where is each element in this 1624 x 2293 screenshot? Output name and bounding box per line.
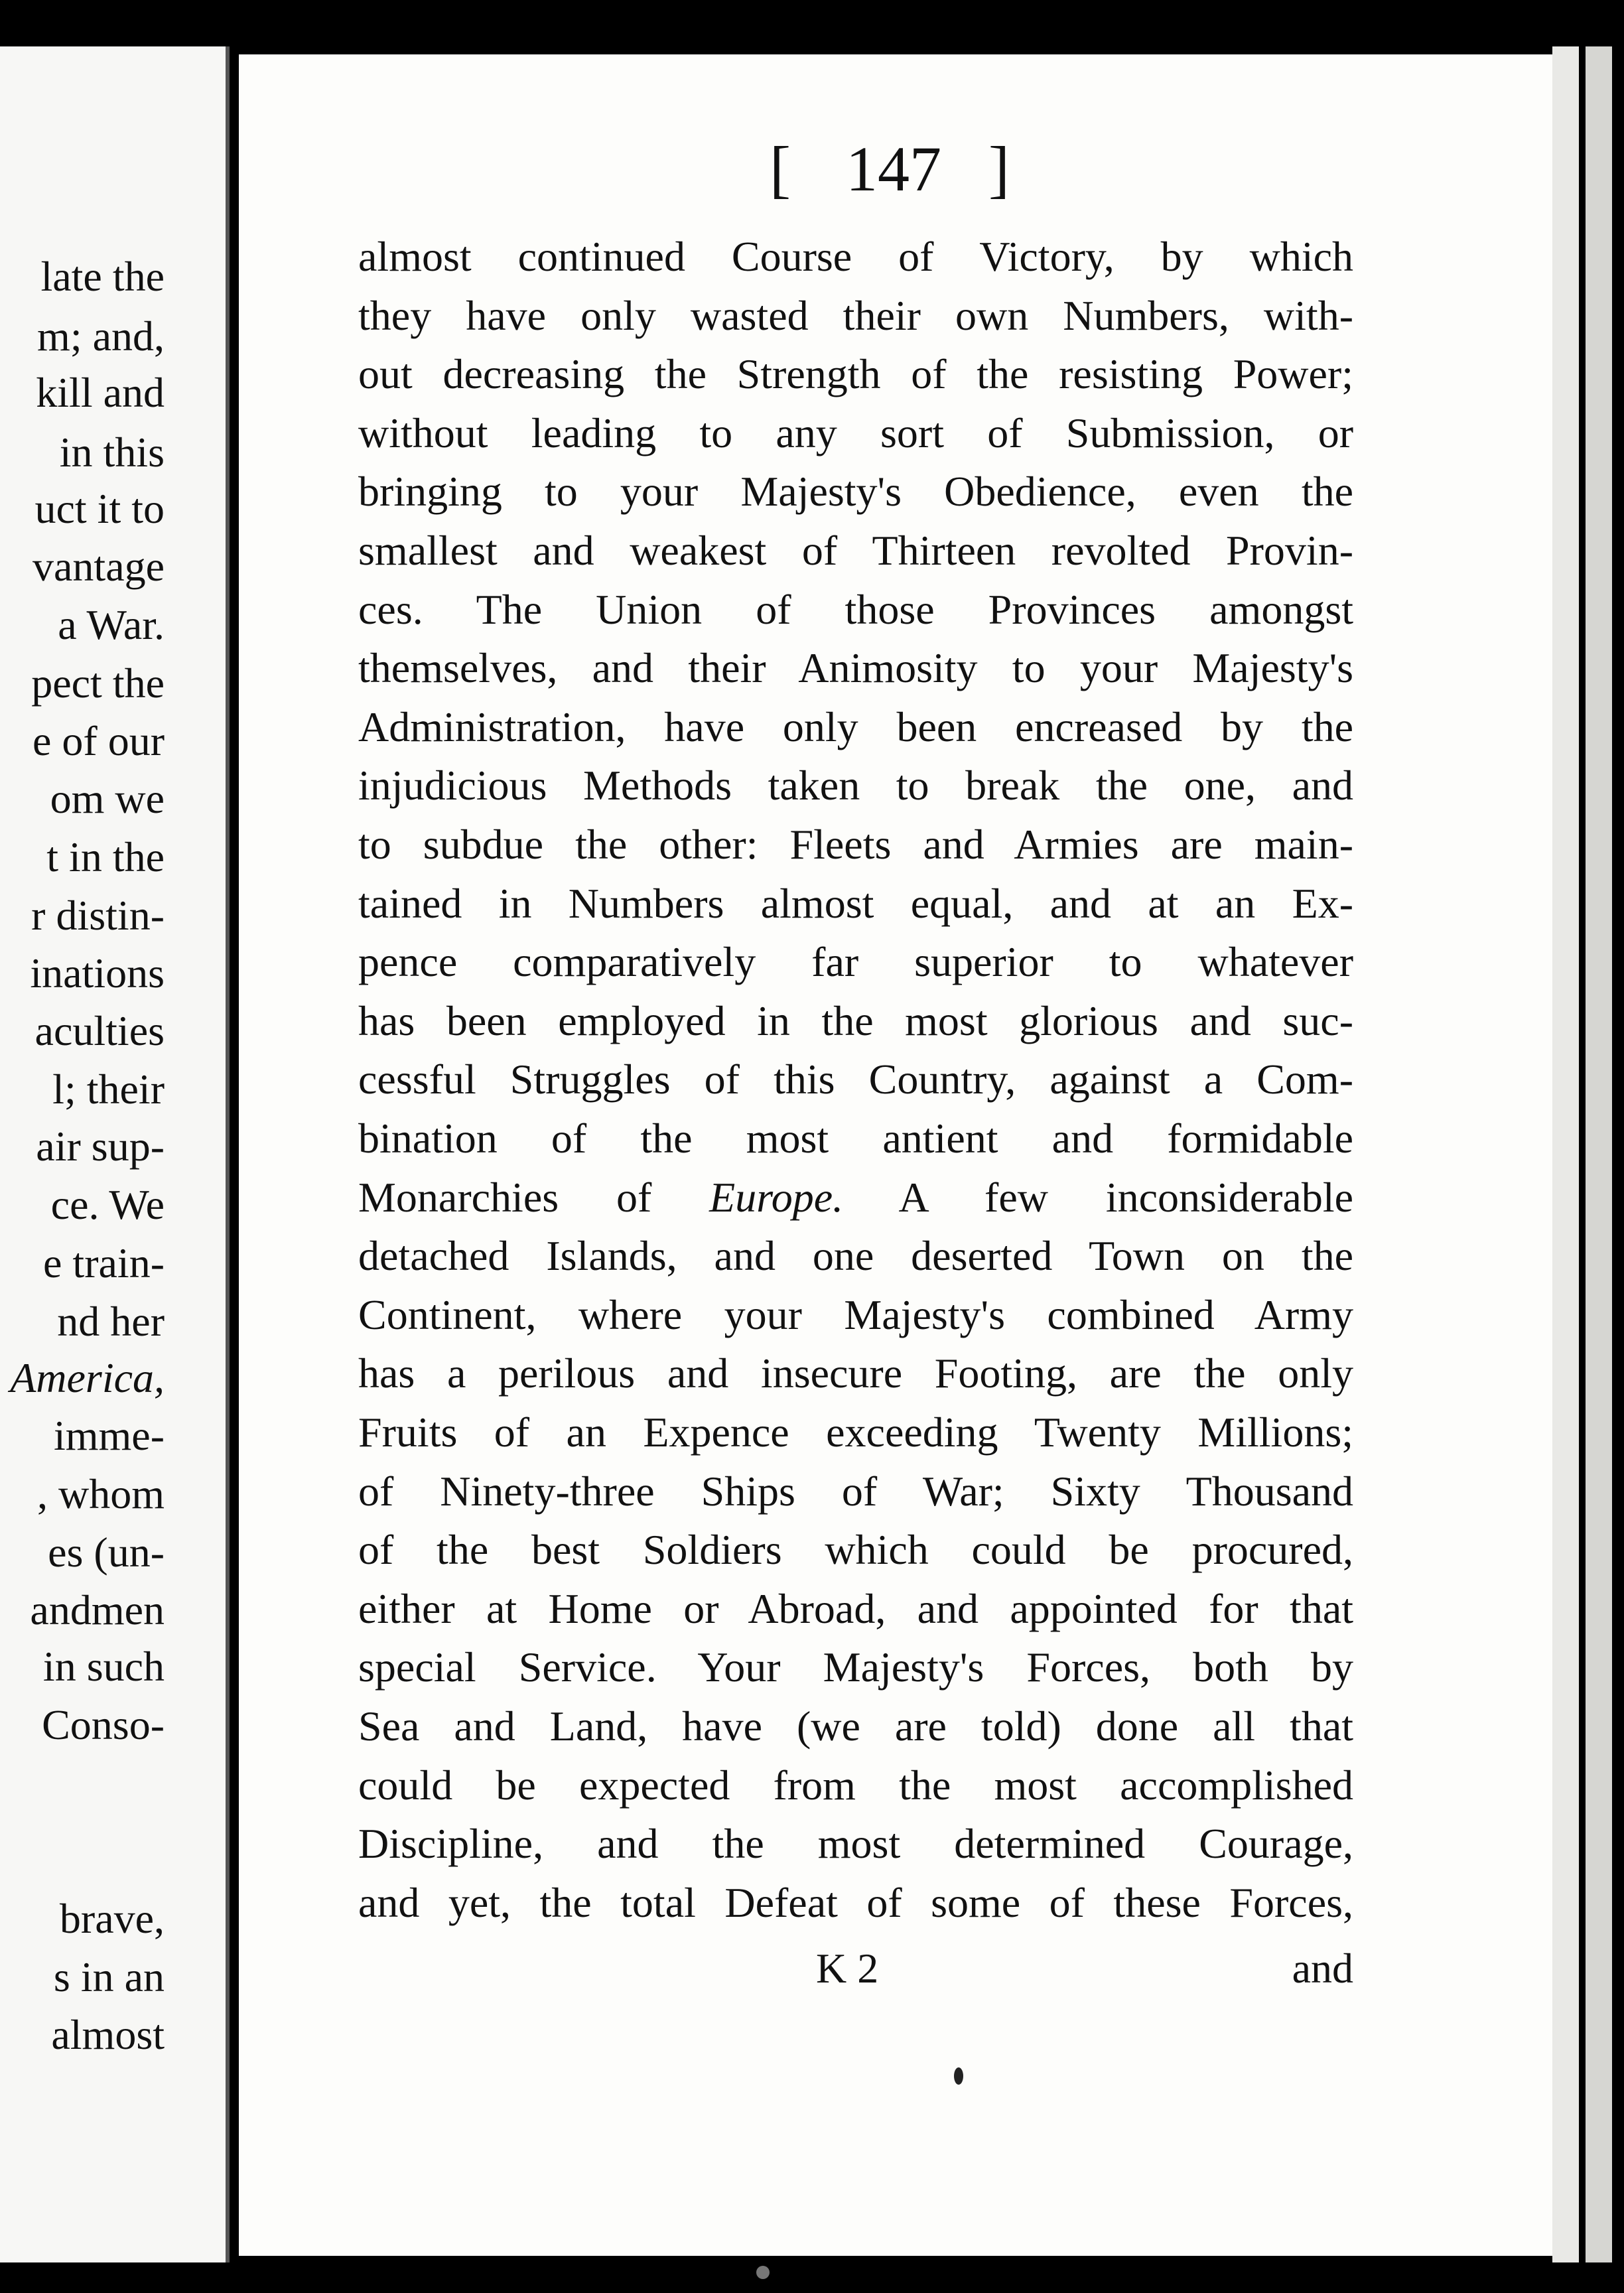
page-edge [1552,46,1579,2262]
body-line: of the best Soldiers which could be procured, [358,1526,1353,1574]
facing-page-line: Conso- [42,1701,165,1748]
facing-page-line: ce. We [50,1181,165,1228]
body-line: pence comparatively far superior to whatever [358,938,1353,986]
facing-page-line: , whom [37,1470,165,1517]
page-footer [358,1947,1353,1994]
facing-page-line: es (un- [48,1529,165,1576]
body-line: almost continued Course of Victory, by which [358,233,1353,280]
facing-page-line: nd her [57,1298,165,1345]
body-line: has been employed in the most glorious and suc- [358,997,1353,1044]
facing-page-line: t in the [46,833,165,880]
body-line: detached Islands, and one deserted Town on the [358,1232,1353,1280]
body-line: Discipline, and the most determined Courage, [358,1820,1353,1868]
page-edge [1586,46,1612,2262]
italic-word: Europe. [709,1173,844,1221]
facing-page-line: late the [40,253,165,300]
catchword: and [1292,1945,1353,1992]
facing-page-line: in such [42,1643,165,1690]
facing-page-line: a War. [58,601,165,648]
facing-page-line: r distin- [31,892,165,939]
facing-page-line: imme- [53,1412,165,1459]
facing-page-line: almost [51,2011,165,2058]
body-line: ces. The Union of those Provinces amongst [358,585,1353,633]
body-line: bination of the most antient and formidable [358,1115,1353,1162]
facing-page-line: pect the [31,660,165,707]
body-line: cessful Struggles of this Country, against a Com- [358,1056,1353,1103]
page-number: 147 [846,133,941,204]
ink-speck [756,2266,770,2279]
body-line: either at Home or Abroad, and appointed for that [358,1584,1353,1632]
facing-page-line: air sup- [36,1123,165,1170]
facing-page-line: uct it to [34,485,165,532]
body-line: bringing to your Majesty's Obedience, even the [358,468,1353,516]
facing-page-line: vantage [33,543,165,590]
body-line: out decreasing the Strength of the resisting Power; [358,350,1353,398]
body-line: Sea and Land, have (we are told) done all that [358,1702,1353,1750]
facing-page-line: andmen [30,1586,165,1633]
body-line: and yet, the total Defeat of some of these Forces, [358,1878,1353,1926]
body-line: could be expected from the most accomplished [358,1761,1353,1809]
body-line: to subdue the other: Fleets and Armies are main- [358,821,1353,868]
body-line: smallest and weakest of Thirteen revolted Provin- [358,527,1353,574]
facing-page-line: America, [10,1354,165,1401]
body-line: special Service. Your Majesty's Forces, both by [358,1643,1353,1691]
facing-page-line: e of our [32,717,165,764]
body-line: themselves, and their Animosity to your Majesty's [358,644,1353,692]
body-line: Monarchies of Europe. A few inconsiderable [358,1173,1354,1221]
signature-mark: K 2 [816,1945,879,1992]
facing-page-line: om we [50,775,165,822]
body-line: tained in Numbers almost equal, and at an Ex- [358,879,1353,927]
body-line: has a perilous and insecure Footing, are the only [358,1350,1353,1397]
facing-page-line: aculties [34,1007,165,1054]
body-line: of Ninety-three Ships of War; Sixty Thousand [358,1467,1353,1515]
facing-page-line: l; their [52,1066,165,1113]
body-line: they have only wasted their own Numbers, with- [358,291,1353,339]
facing-page-line: brave, [59,1895,165,1942]
ink-speck [954,2067,963,2085]
body-line: without leading to any sort of Submission, or [358,409,1353,456]
body-line: Continent, where your Majesty's combined Army [358,1290,1353,1338]
facing-page-line: e train- [43,1239,165,1286]
running-head [770,133,1035,206]
facing-page-line: inations [30,949,165,997]
facing-page-line: s in an [53,1953,165,2000]
facing-page-line: kill and [36,369,165,416]
bracket-open: [ [770,133,791,204]
facing-page-line: m; and, [37,313,165,360]
bracket-close: ] [988,133,1010,204]
body-line: Fruits of an Expence exceeding Twenty Millions; [358,1409,1353,1456]
facing-page-line: in this [59,429,165,476]
facing-page-fragment [0,46,230,2262]
body-line: Administration, have only been encreased by the [358,703,1353,750]
body-line: injudicious Methods taken to break the one, and [358,762,1353,809]
